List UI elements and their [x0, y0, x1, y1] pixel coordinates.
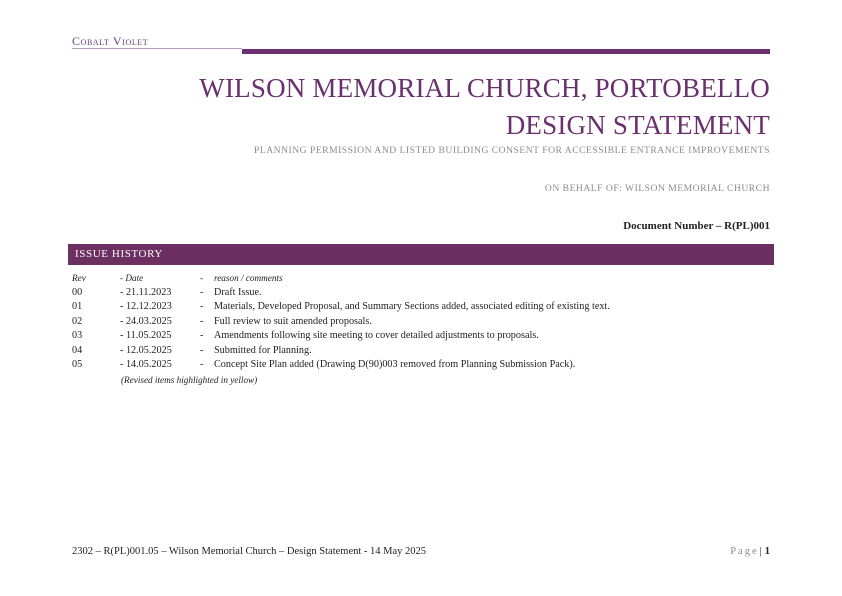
date-cell: - 21.11.2023 [120, 286, 172, 298]
document-subtitle: PLANNING PERMISSION AND LISTED BUILDING CONSENT FOR ACCESSIBLE ENTRANCE IMPROVEMENTS [254, 145, 770, 156]
table-row [72, 300, 772, 315]
issue-history-heading: ISSUE HISTORY [75, 248, 163, 260]
date-cell: - 24.03.2025 [120, 315, 172, 327]
sep-cell: - [200, 301, 204, 312]
date-cell: - 11.05.2025 [120, 330, 172, 341]
table-row [72, 315, 772, 330]
sep-cell: - [200, 315, 204, 327]
comment-cell: Submitted for Planning. [214, 344, 312, 356]
table-row [72, 358, 772, 373]
table-row [72, 344, 772, 359]
rev-cell: 02 [72, 315, 83, 327]
column-header-comments: reason / comments [214, 273, 283, 283]
rev-cell: 01 [72, 301, 83, 312]
comment-cell: Full review to suit amended proposals. [214, 315, 372, 327]
date-cell: - 12.05.2025 [120, 344, 172, 356]
on-behalf-of: ON BEHALF OF: WILSON MEMORIAL CHURCH [544, 183, 770, 194]
rev-cell: 05 [72, 359, 83, 370]
table-header-row [72, 271, 772, 286]
sep-cell: - [200, 330, 204, 341]
rev-cell: 00 [72, 286, 83, 298]
header-rule [242, 49, 770, 54]
column-header-date: - Date [120, 273, 144, 283]
comment-cell: Materials, Developed Proposal, and Summary Sections added, associated editing of existing text. [214, 301, 610, 312]
column-header-rev: Rev [72, 273, 86, 283]
footer-document-ref: 2302 – R(PL)001.05 – Wilson Memorial Church – Design Statement - 14 May 2025 [72, 546, 427, 557]
page-number: 1 [764, 546, 770, 557]
sep-cell: - [200, 359, 204, 370]
footer-page-indicator [730, 546, 770, 557]
rev-cell: 04 [72, 344, 83, 356]
issue-history-table [72, 271, 772, 387]
table-row [72, 286, 772, 301]
revision-note: (Revised items highlighted in yellow) [121, 374, 258, 385]
sep-cell: - [200, 286, 204, 298]
rev-cell: 03 [72, 330, 83, 341]
document-title-line2: DESIGN STATEMENT [505, 110, 770, 140]
page-separator: | [759, 546, 762, 557]
date-cell: - 14.05.2025 [120, 359, 172, 370]
document-title-line1: WILSON MEMORIAL CHURCH, PORTOBELLO [199, 73, 770, 103]
page-label: Page [730, 546, 759, 557]
table-row [72, 329, 772, 344]
brand-underline [72, 48, 242, 49]
document-number: Document Number – R(PL)001 [623, 220, 770, 232]
date-cell: - 12.12.2023 [120, 301, 172, 312]
comment-cell: Concept Site Plan added (Drawing D(90)003 removed from Planning Submission Pack). [214, 359, 576, 370]
comment-cell: Draft Issue. [214, 286, 262, 298]
comment-cell: Amendments following site meeting to cover detailed adjustments to proposals. [214, 330, 539, 341]
brand-logo: Cobalt Violet [72, 34, 149, 48]
issue-history-bar [68, 244, 774, 265]
sep-cell: - [200, 344, 204, 356]
column-header-sep: - [200, 273, 204, 283]
